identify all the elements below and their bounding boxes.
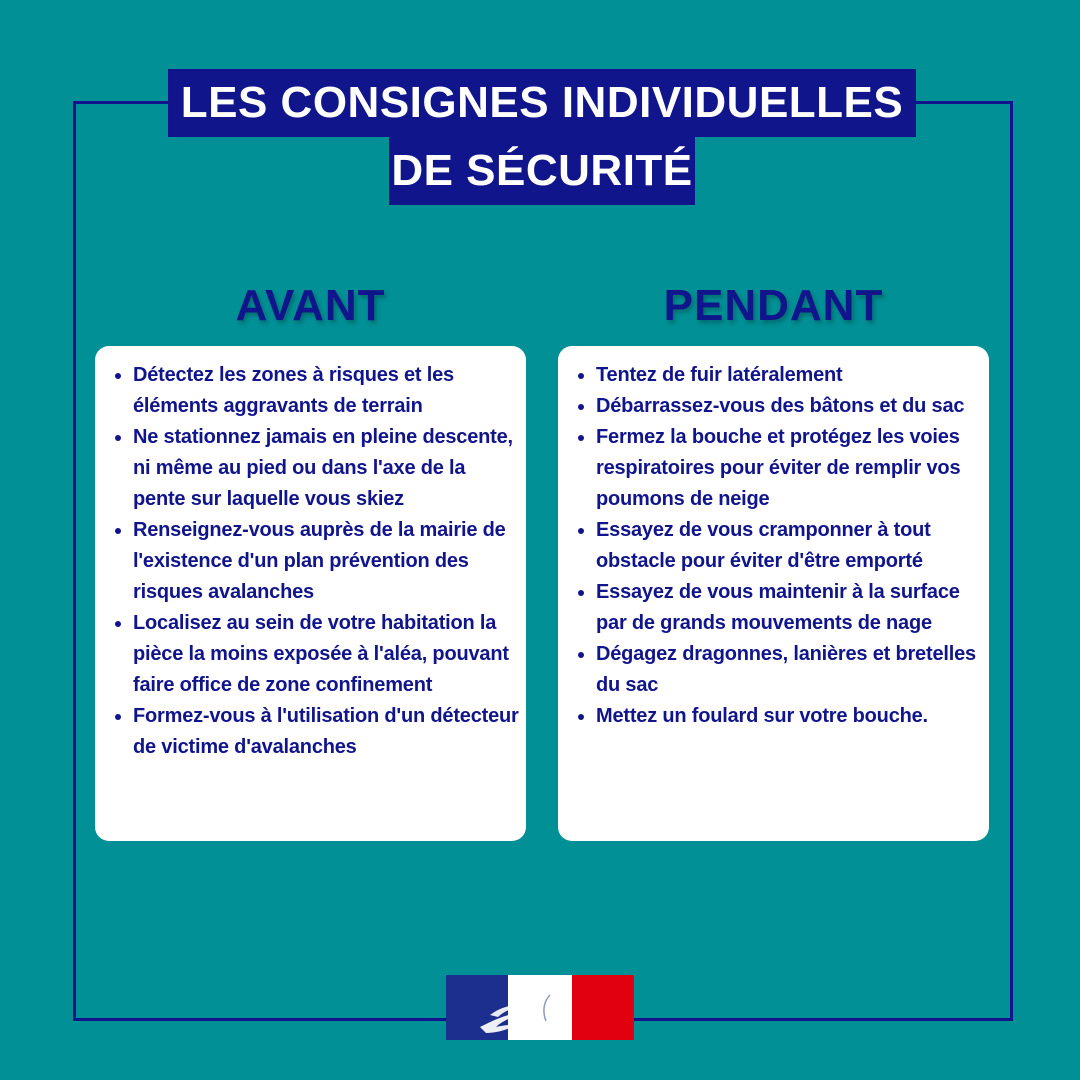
pendant-list-item: Fermez la bouche et protégez les voies respiratoires pour éviter de remplir vos poumons de neige xyxy=(572,422,983,515)
pendant-list-item: Mettez un foulard sur votre bouche. xyxy=(572,701,983,732)
avant-card xyxy=(95,346,526,841)
avant-list-item: Renseignez-vous auprès de la mairie de l'existence d'un plan prévention des risques avalanches xyxy=(109,515,520,608)
page-title-line-1: LES CONSIGNES INDIVIDUELLES xyxy=(168,69,916,137)
avant-list-item: Localisez au sein de votre habitation la pièce la moins exposée à l'aléa, pouvant faire office de zone confinement xyxy=(109,608,520,701)
pendant-list-item: Dégagez dragonnes, lanières et bretelles du sac xyxy=(572,639,983,701)
pendant-heading: PENDANT xyxy=(663,281,884,330)
pendant-list-item: Essayez de vous maintenir à la surface par de grands mouvements de nage xyxy=(572,577,983,639)
marianne-logo xyxy=(446,975,634,1040)
page-title-line-2: DE SÉCURITÉ xyxy=(389,137,695,205)
marianne-profile-icon xyxy=(446,975,634,1040)
pendant-list-item: Débarrassez-vous des bâtons et du sac xyxy=(572,391,983,422)
avant-heading: AVANT xyxy=(235,281,386,330)
avant-list-item: Formez-vous à l'utilisation d'un détecteur de victime d'avalanches xyxy=(109,701,520,763)
avant-list xyxy=(109,360,520,763)
pendant-list xyxy=(572,360,983,732)
pendant-list-item: Tentez de fuir latéralement xyxy=(572,360,983,391)
avant-list-item: Ne stationnez jamais en pleine descente, ni même au pied ou dans l'axe de la pente sur laquelle vous skiez xyxy=(109,422,520,515)
avant-list-item: Détectez les zones à risques et les éléments aggravants de terrain xyxy=(109,360,520,422)
pendant-card xyxy=(558,346,989,841)
pendant-list-item: Essayez de vous cramponner à tout obstacle pour éviter d'être emporté xyxy=(572,515,983,577)
